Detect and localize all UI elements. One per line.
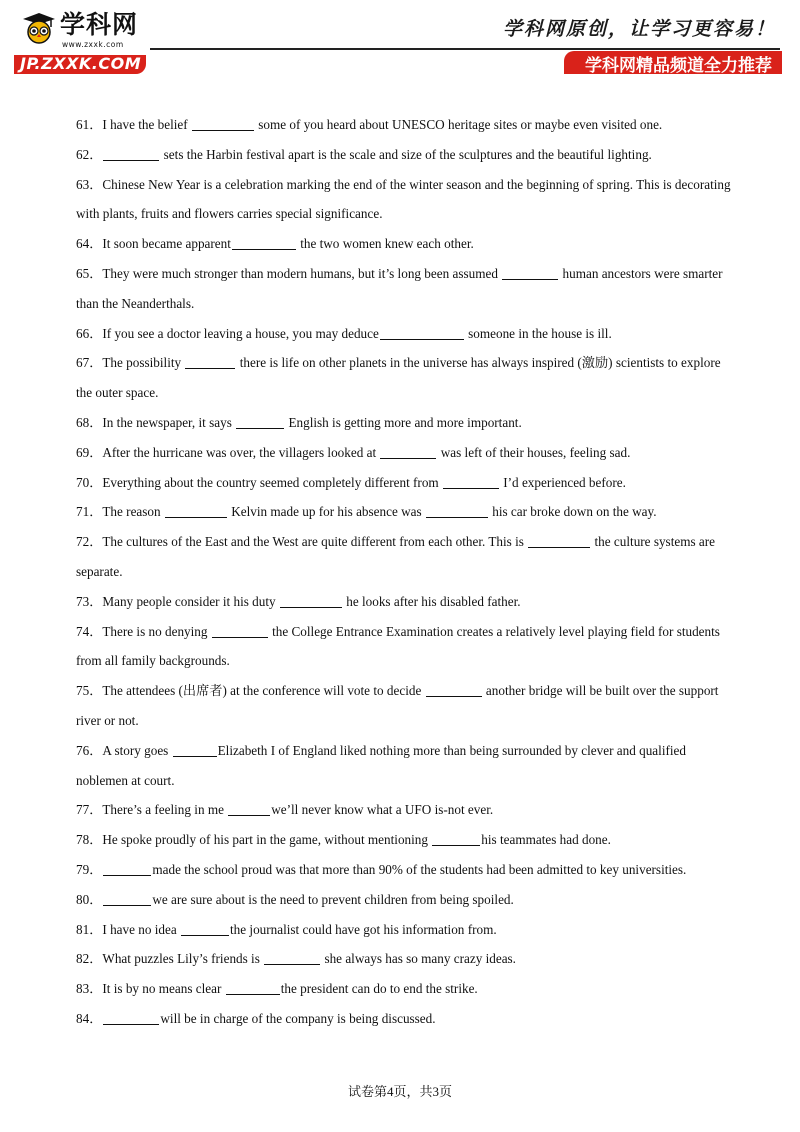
question-text: someone in the house is ill. (464, 325, 612, 341)
question-77 (76, 795, 736, 825)
logo[interactable] (22, 10, 172, 52)
question-82 (76, 944, 736, 974)
question-text: 65．They were much stronger than modern humans, but it’s long been assumed (76, 265, 502, 281)
question-74 (76, 617, 736, 677)
question-66 (76, 319, 736, 349)
question-text: was left of their houses, feeling sad. (437, 444, 631, 460)
question-text: 80． (76, 891, 103, 907)
answer-blank[interactable] (502, 278, 558, 280)
answer-blank[interactable] (426, 516, 488, 518)
page-header (0, 0, 800, 80)
question-text: 63．Chinese New Year is a celebration marking the end of the winter season and the beginning of spring. This is decorating with plants, fruits and flowers carries special significance. (76, 176, 731, 222)
answer-blank[interactable] (280, 606, 342, 608)
question-text: 62． (76, 146, 103, 162)
question-68 (76, 408, 736, 438)
question-75 (76, 676, 736, 736)
question-text: we’ll never know what a UFO is-not ever. (271, 802, 494, 818)
answer-blank[interactable] (165, 516, 227, 518)
question-text: he looks after his disabled father. (342, 593, 521, 609)
question-61 (76, 110, 736, 140)
question-84 (76, 1004, 736, 1034)
answer-blank[interactable] (212, 636, 268, 638)
answer-blank[interactable] (181, 934, 229, 936)
left-banner-text: JP.ZXXK.COM (20, 55, 142, 73)
question-text: human ancestors were smarter than the Neanderthals. (76, 265, 723, 311)
question-text: she always has so many crazy ideas. (321, 951, 516, 967)
answer-blank[interactable] (236, 427, 284, 429)
question-text: the journalist could have got his information from. (230, 921, 497, 937)
left-banner (14, 55, 146, 74)
answer-blank[interactable] (528, 546, 590, 548)
question-text: 76．A story goes (76, 742, 172, 758)
question-text: 73．Many people consider it his duty (76, 593, 279, 609)
question-62 (76, 140, 736, 170)
question-text: 67．The possibility (76, 355, 185, 371)
answer-blank[interactable] (226, 993, 280, 995)
question-text: we are sure about is the need to prevent children from being spoiled. (152, 891, 514, 907)
question-text: his car broke down on the way. (488, 504, 657, 520)
question-text: Elizabeth I of England liked nothing more than being surrounded by clever and qualified noblemen at court. (76, 742, 686, 788)
answer-blank[interactable] (443, 487, 499, 489)
answer-blank[interactable] (426, 695, 482, 697)
right-banner-text: 学科网精品频道全力推荐 (585, 56, 772, 74)
logo-name: 学科网 (60, 10, 139, 39)
question-text: 75．The attendees (出席者) at the conference will vote to decide (76, 683, 425, 699)
question-text: 70．Everything about the country seemed completely different from (76, 474, 442, 490)
question-text: 84． (76, 1010, 103, 1026)
question-text: 79． (76, 861, 103, 877)
question-65 (76, 259, 736, 319)
question-67 (76, 348, 736, 408)
question-text: 61．I have the belief (76, 117, 191, 132)
slogan: 学科网原创，让学习更容易！ (502, 18, 776, 40)
question-81 (76, 915, 736, 945)
question-78 (76, 825, 736, 855)
question-text: 81．I have no idea (76, 921, 180, 937)
page-footer: 试卷第4页，共3页 (347, 1084, 452, 1099)
question-text: made the school proud was that more than 90% of the students had been admitted to key universities. (152, 861, 687, 877)
question-text: English is getting more and more important. (285, 414, 522, 430)
question-83 (76, 974, 736, 1004)
question-text: the College Entrance Examination creates a relatively level playing field for students from all family backgrounds. (76, 623, 720, 669)
answer-blank[interactable] (232, 248, 296, 250)
answer-blank[interactable] (380, 338, 464, 340)
answer-blank[interactable] (103, 159, 159, 161)
question-73 (76, 587, 736, 617)
answer-blank[interactable] (264, 963, 320, 965)
question-text: the two women knew each other. (296, 236, 474, 252)
right-banner (564, 51, 782, 74)
question-text: will be in charge of the company is being discussed. (160, 1010, 436, 1026)
question-text: 83．It is by no means clear (76, 981, 225, 997)
question-text: 78．He spoke proudly of his part in the game, without mentioning (76, 832, 432, 848)
answer-blank[interactable] (432, 844, 480, 846)
answer-blank[interactable] (185, 367, 235, 369)
question-63 (76, 170, 736, 230)
question-72 (76, 527, 736, 587)
question-79 (76, 855, 736, 885)
question-text: the president can do to end the strike. (280, 981, 478, 997)
question-70 (76, 468, 736, 498)
question-text: 66．If you see a doctor leaving a house, you may deduce (76, 325, 379, 341)
question-text: there is life on other planets in the universe has always inspired (激励) scientists to explore the outer space. (76, 355, 721, 401)
question-text: I’d experienced before. (499, 474, 626, 490)
question-71 (76, 497, 736, 527)
question-text: sets the Harbin festival apart is the scale and size of the sculptures and the beautiful lighting. (160, 146, 652, 162)
question-text: Kelvin made up for his absence was (227, 504, 425, 520)
answer-blank[interactable] (380, 457, 436, 459)
question-text: his teammates had done. (481, 832, 611, 848)
question-text: 71．The reason (76, 504, 164, 520)
owl-logo-icon (22, 12, 56, 44)
logo-url: www.zxxk.com (62, 40, 124, 49)
question-text: the culture systems are separate. (76, 534, 715, 579)
question-text: 72．The cultures of the East and the West are quite different from each other. This is (76, 534, 528, 550)
answer-blank[interactable] (173, 755, 217, 757)
question-69 (76, 438, 736, 468)
question-text: 82．What puzzles Lily’s friends is (76, 951, 264, 967)
answer-blank[interactable] (103, 874, 151, 876)
question-76 (76, 736, 736, 796)
question-list (76, 110, 736, 1034)
question-text: 74．There is no denying (76, 623, 211, 639)
question-text: 68．In the newspaper, it says (76, 414, 236, 430)
answer-blank[interactable] (192, 129, 254, 131)
question-64 (76, 229, 736, 259)
answer-blank[interactable] (103, 1023, 159, 1025)
question-text: 77．There’s a feeling in me (76, 802, 228, 818)
answer-blank[interactable] (228, 814, 270, 816)
question-text: 64．It soon became apparent (76, 236, 231, 252)
question-text: 69．After the hurricane was over, the villagers looked at (76, 444, 380, 460)
question-text: some of you heard about UNESCO heritage sites or maybe even visited one. (254, 117, 663, 132)
question-text: another bridge will be built over the support river or not. (76, 683, 719, 728)
question-80 (76, 885, 736, 915)
header-divider (150, 48, 780, 50)
answer-blank[interactable] (103, 904, 151, 906)
